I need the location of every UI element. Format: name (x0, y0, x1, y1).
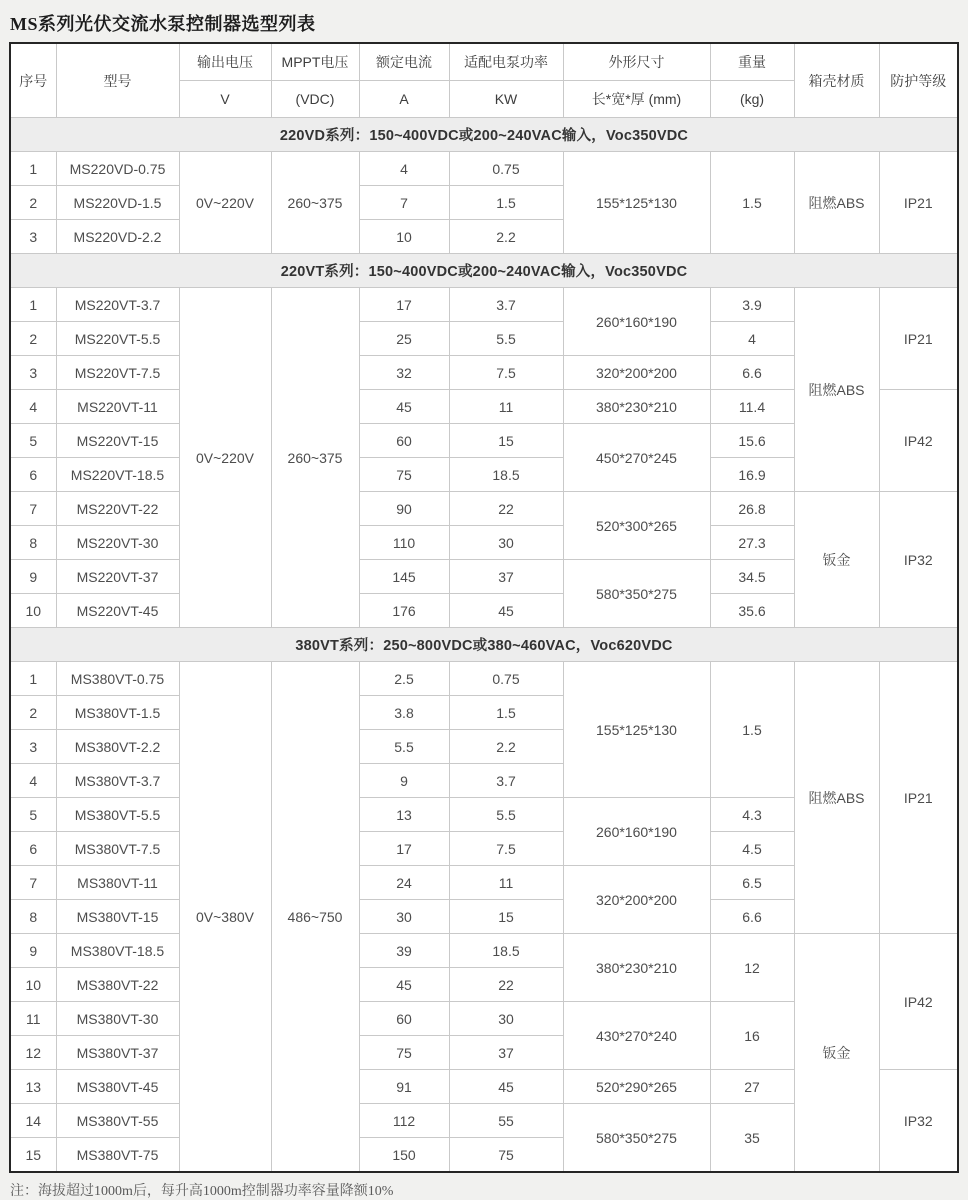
table-row (10, 934, 958, 968)
cell-dims: 380*230*210 (563, 934, 710, 1002)
cell-power: 55 (449, 1104, 563, 1138)
cell-dims: 260*160*190 (563, 288, 710, 356)
cell-current: 13 (359, 798, 449, 832)
cell-model: MS220VT-37 (56, 560, 179, 594)
table-row (10, 152, 958, 186)
cell-current: 30 (359, 900, 449, 934)
cell-sn: 9 (10, 934, 56, 968)
section-header-row (10, 118, 958, 152)
cell-dims: 520*300*265 (563, 492, 710, 560)
cell-model: MS380VT-11 (56, 866, 179, 900)
cell-vout: 0V~220V (179, 152, 271, 254)
header-case-material: 箱壳材质 (794, 43, 879, 118)
cell-current: 176 (359, 594, 449, 628)
cell-power: 30 (449, 1002, 563, 1036)
cell-model: MS380VT-15 (56, 900, 179, 934)
cell-sn: 3 (10, 730, 56, 764)
cell-power: 0.75 (449, 152, 563, 186)
cell-model: MS380VT-30 (56, 1002, 179, 1036)
cell-dims: 430*270*240 (563, 1002, 710, 1070)
header-model: 型号 (56, 43, 179, 118)
cell-power: 1.5 (449, 696, 563, 730)
cell-sn: 8 (10, 900, 56, 934)
cell-current: 150 (359, 1138, 449, 1173)
cell-weight: 16 (710, 1002, 794, 1070)
cell-sn: 6 (10, 832, 56, 866)
cell-sn: 9 (10, 560, 56, 594)
cell-dims: 580*350*275 (563, 560, 710, 628)
header-weight-unit: (kg) (710, 81, 794, 118)
cell-sn: 1 (10, 288, 56, 322)
header-dimensions: 外形尺寸 (563, 43, 710, 81)
cell-sn: 10 (10, 968, 56, 1002)
cell-current: 2.5 (359, 662, 449, 696)
cell-dims: 520*290*265 (563, 1070, 710, 1104)
cell-model: MS220VT-7.5 (56, 356, 179, 390)
cell-weight: 27 (710, 1070, 794, 1104)
cell-sn: 7 (10, 492, 56, 526)
cell-material: 钣金 (794, 934, 879, 1173)
cell-model: MS220VD-2.2 (56, 220, 179, 254)
cell-power: 30 (449, 526, 563, 560)
cell-current: 75 (359, 458, 449, 492)
cell-current: 4 (359, 152, 449, 186)
section-title: 380VT系列：250~800VDC或380~460VAC，Voc620VDC (10, 628, 958, 662)
cell-power: 11 (449, 390, 563, 424)
section-header-row (10, 254, 958, 288)
cell-model: MS220VT-5.5 (56, 322, 179, 356)
cell-current: 5.5 (359, 730, 449, 764)
cell-model: MS380VT-5.5 (56, 798, 179, 832)
cell-model: MS220VT-18.5 (56, 458, 179, 492)
header-pump-power-unit: KW (449, 81, 563, 118)
cell-power: 18.5 (449, 934, 563, 968)
cell-model: MS380VT-37 (56, 1036, 179, 1070)
cell-sn: 2 (10, 322, 56, 356)
cell-current: 7 (359, 186, 449, 220)
cell-weight: 15.6 (710, 424, 794, 458)
cell-dims: 155*125*130 (563, 662, 710, 798)
cell-power: 37 (449, 1036, 563, 1070)
cell-sn: 1 (10, 662, 56, 696)
cell-sn: 12 (10, 1036, 56, 1070)
cell-sn: 10 (10, 594, 56, 628)
cell-dims: 260*160*190 (563, 798, 710, 866)
cell-weight: 1.5 (710, 662, 794, 798)
cell-ip: IP42 (879, 390, 958, 492)
table-row (10, 492, 958, 526)
cell-current: 45 (359, 390, 449, 424)
cell-current: 75 (359, 1036, 449, 1070)
cell-material: 阻燃ABS (794, 152, 879, 254)
cell-current: 24 (359, 866, 449, 900)
cell-sn: 11 (10, 1002, 56, 1036)
cell-current: 60 (359, 1002, 449, 1036)
cell-current: 17 (359, 832, 449, 866)
cell-power: 5.5 (449, 322, 563, 356)
cell-model: MS380VT-1.5 (56, 696, 179, 730)
cell-weight: 26.8 (710, 492, 794, 526)
cell-power: 7.5 (449, 356, 563, 390)
page-title: MS系列光伏交流水泵控制器选型列表 (10, 14, 316, 34)
cell-ip: IP32 (879, 492, 958, 628)
cell-power: 5.5 (449, 798, 563, 832)
cell-power: 22 (449, 492, 563, 526)
cell-dims: 450*270*245 (563, 424, 710, 492)
cell-current: 112 (359, 1104, 449, 1138)
cell-material: 钣金 (794, 492, 879, 628)
cell-material: 阻燃ABS (794, 662, 879, 934)
cell-current: 90 (359, 492, 449, 526)
header-mppt-voltage: MPPT电压 (271, 43, 359, 81)
cell-model: MS380VT-22 (56, 968, 179, 1002)
cell-power: 45 (449, 594, 563, 628)
cell-weight: 4 (710, 322, 794, 356)
cell-sn: 2 (10, 186, 56, 220)
header-dimensions-unit: 长*宽*厚 (mm) (563, 81, 710, 118)
cell-dims: 380*230*210 (563, 390, 710, 424)
section-title: 220VD系列：150~400VDC或200~240VAC输入，Voc350VDC (10, 118, 958, 152)
cell-power: 15 (449, 424, 563, 458)
section-title: 220VT系列：150~400VDC或200~240VAC输入，Voc350VDC (10, 254, 958, 288)
cell-current: 145 (359, 560, 449, 594)
cell-mppt: 486~750 (271, 662, 359, 1173)
cell-model: MS380VT-55 (56, 1104, 179, 1138)
cell-vout: 0V~380V (179, 662, 271, 1173)
cell-ip: IP21 (879, 288, 958, 390)
cell-sn: 3 (10, 220, 56, 254)
cell-weight: 35 (710, 1104, 794, 1173)
cell-model: MS380VT-7.5 (56, 832, 179, 866)
cell-power: 3.7 (449, 288, 563, 322)
section-header-row (10, 628, 958, 662)
cell-sn: 2 (10, 696, 56, 730)
cell-dims: 320*200*200 (563, 866, 710, 934)
cell-weight: 34.5 (710, 560, 794, 594)
cell-model: MS380VT-3.7 (56, 764, 179, 798)
cell-sn: 5 (10, 798, 56, 832)
cell-sn: 7 (10, 866, 56, 900)
header-output-voltage: 输出电压 (179, 43, 271, 81)
header-protection-rating: 防护等级 (879, 43, 958, 118)
cell-model: MS380VT-75 (56, 1138, 179, 1173)
cell-weight: 35.6 (710, 594, 794, 628)
cell-sn: 4 (10, 764, 56, 798)
cell-weight: 6.5 (710, 866, 794, 900)
cell-power: 7.5 (449, 832, 563, 866)
cell-weight: 3.9 (710, 288, 794, 322)
cell-weight: 4.3 (710, 798, 794, 832)
table-row (10, 662, 958, 696)
cell-power: 37 (449, 560, 563, 594)
cell-power: 22 (449, 968, 563, 1002)
cell-mppt: 260~375 (271, 152, 359, 254)
cell-ip: IP21 (879, 662, 958, 934)
cell-sn: 14 (10, 1104, 56, 1138)
cell-sn: 13 (10, 1070, 56, 1104)
cell-model: MS220VT-45 (56, 594, 179, 628)
cell-sn: 6 (10, 458, 56, 492)
cell-weight: 12 (710, 934, 794, 1002)
header-mppt-voltage-unit: (VDC) (271, 81, 359, 118)
cell-power: 75 (449, 1138, 563, 1173)
cell-weight: 16.9 (710, 458, 794, 492)
cell-current: 17 (359, 288, 449, 322)
cell-current: 39 (359, 934, 449, 968)
cell-power: 2.2 (449, 730, 563, 764)
table-body (10, 118, 958, 1173)
cell-current: 32 (359, 356, 449, 390)
cell-sn: 1 (10, 152, 56, 186)
header-rated-current-unit: A (359, 81, 449, 118)
footer-note: 注：海拔超过1000m后，每升高1000m控制器功率容量降额10% (10, 1184, 394, 1199)
cell-current: 91 (359, 1070, 449, 1104)
cell-mppt: 260~375 (271, 288, 359, 628)
cell-power: 1.5 (449, 186, 563, 220)
table-row (10, 288, 958, 322)
table-header (10, 43, 958, 118)
cell-dims: 155*125*130 (563, 152, 710, 254)
cell-ip: IP32 (879, 1070, 958, 1173)
cell-sn: 15 (10, 1138, 56, 1173)
cell-model: MS380VT-0.75 (56, 662, 179, 696)
cell-current: 3.8 (359, 696, 449, 730)
cell-sn: 8 (10, 526, 56, 560)
header-serial-number: 序号 (10, 43, 56, 118)
cell-model: MS220VD-0.75 (56, 152, 179, 186)
cell-model: MS220VT-15 (56, 424, 179, 458)
controller-selection-table (9, 42, 959, 1173)
header-row-labels (10, 43, 958, 81)
cell-power: 45 (449, 1070, 563, 1104)
cell-dims: 580*350*275 (563, 1104, 710, 1173)
cell-weight: 11.4 (710, 390, 794, 424)
cell-model: MS220VT-11 (56, 390, 179, 424)
cell-power: 11 (449, 866, 563, 900)
cell-current: 10 (359, 220, 449, 254)
cell-sn: 4 (10, 390, 56, 424)
cell-sn: 3 (10, 356, 56, 390)
cell-vout: 0V~220V (179, 288, 271, 628)
cell-weight: 27.3 (710, 526, 794, 560)
cell-power: 2.2 (449, 220, 563, 254)
cell-model: MS380VT-18.5 (56, 934, 179, 968)
cell-weight: 4.5 (710, 832, 794, 866)
cell-ip: IP42 (879, 934, 958, 1070)
cell-weight: 1.5 (710, 152, 794, 254)
header-rated-current: 额定电流 (359, 43, 449, 81)
cell-model: MS220VT-22 (56, 492, 179, 526)
cell-power: 15 (449, 900, 563, 934)
cell-model: MS220VT-30 (56, 526, 179, 560)
header-pump-power: 适配电泵功率 (449, 43, 563, 81)
header-output-voltage-unit: V (179, 81, 271, 118)
cell-current: 45 (359, 968, 449, 1002)
cell-weight: 6.6 (710, 900, 794, 934)
cell-model: MS380VT-2.2 (56, 730, 179, 764)
cell-power: 0.75 (449, 662, 563, 696)
cell-ip: IP21 (879, 152, 958, 254)
cell-model: MS220VD-1.5 (56, 186, 179, 220)
cell-model: MS380VT-45 (56, 1070, 179, 1104)
cell-power: 18.5 (449, 458, 563, 492)
cell-weight: 6.6 (710, 356, 794, 390)
cell-current: 110 (359, 526, 449, 560)
cell-dims: 320*200*200 (563, 356, 710, 390)
cell-material: 阻燃ABS (794, 288, 879, 492)
cell-current: 9 (359, 764, 449, 798)
cell-current: 60 (359, 424, 449, 458)
cell-power: 3.7 (449, 764, 563, 798)
header-weight: 重量 (710, 43, 794, 81)
cell-current: 25 (359, 322, 449, 356)
cell-model: MS220VT-3.7 (56, 288, 179, 322)
cell-sn: 5 (10, 424, 56, 458)
